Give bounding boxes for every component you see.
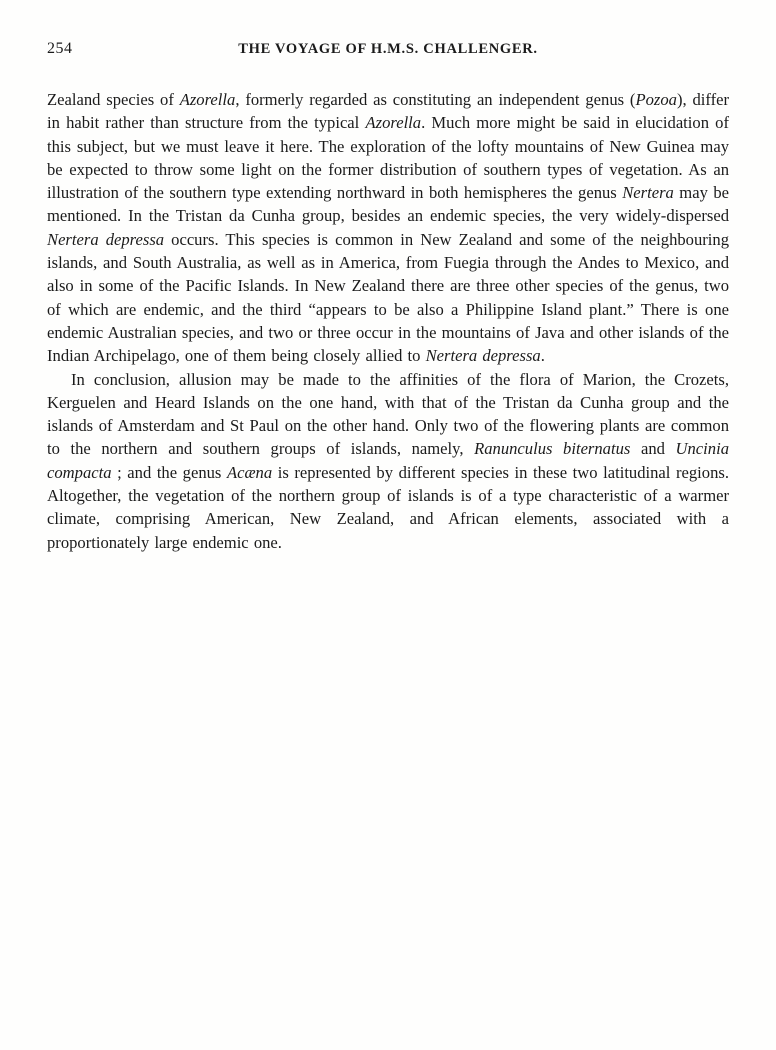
text-segment: . Much more might be said in elucidation of this subject, but we must leave it here. The exploration of the lofty mountains of New Guinea may be expected to throw some light on the former distribution of southern types of vegetation. As an illustration of the southern type extending northward in both hemispheres the genus (47, 113, 729, 203)
species-name-italic: Azorella (179, 90, 236, 109)
text-segment: is represented by different species in these two latitudinal regions. Altogether, the vegetation of the northern group of islands is of a type characteristic of a warmer climate, comprising American, New Zealand, and African elements, associated with a proportionately large endemic one. (47, 462, 729, 552)
text-segment: Zealand species of (47, 90, 180, 109)
paragraph (47, 88, 729, 368)
paragraph (47, 368, 729, 554)
running-header-title: THE VOYAGE OF H.M.S. CHALLENGER. (238, 41, 538, 57)
text-segment: . (540, 346, 545, 366)
species-name-italic: Uncinia compacta (47, 439, 729, 482)
page-number: 254 (47, 40, 73, 57)
species-name-italic: Azorella (365, 113, 422, 133)
species-name-italic: Nertera depressa (47, 229, 165, 249)
text-segment: and (630, 439, 676, 459)
text-segment: may be mentioned. In the Tristan da Cunha group, besides an endemic species, the very widely-dispersed (47, 183, 729, 226)
species-name-italic: Nertera (622, 183, 674, 203)
species-name-italic: Pozoa (635, 90, 677, 109)
text-segment: occurs. This species is common in New Zealand and some of the neighbouring islands, and South Australia, as well as in America, from Fuegia through the Andes to Mexico, and also in some of the Pacific Islands. In New Zealand there are three other species of the genus, two of which are endemic, and the third “appears to be also a Philippine Island plant.” There is one endemic Australian species, and two or three occur in the mountains of Java and other islands of the Indian Archipelago, one of them being closely allied to (47, 229, 729, 366)
text-segment: ; and the genus (111, 462, 227, 482)
species-name-italic: Nertera depressa (425, 346, 541, 366)
text-segment: ), differ in habit rather than structure from the typical (47, 90, 730, 133)
text-segment: In conclusion, allusion may be made to the affinities of the flora of Marion, the Crozets, Kerguelen and Heard Islands on the one hand, with that of the Tristan da Cunha group and the islands of Amsterdam and St Paul on the other hand. Only two of the flowering plants are common to the northern and southern groups of islands, namely, (47, 369, 729, 459)
page-header (47, 40, 729, 62)
text-segment: , formerly regarded as constituting an independent genus ( (235, 90, 636, 109)
species-name-italic: Ranunculus biternatus (474, 439, 631, 459)
page-body (47, 88, 729, 554)
species-name-italic: Acæna (226, 462, 273, 482)
